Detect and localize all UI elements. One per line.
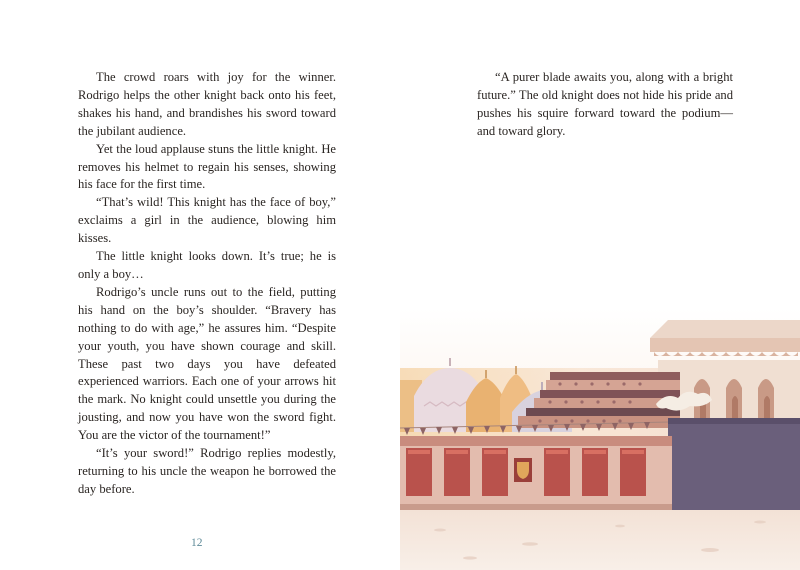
paragraph: Yet the loud applause stuns the little knight. He removes his helmet to regain his senses, showing his face for the first time. [78, 141, 336, 192]
tournament-illustration [400, 308, 800, 570]
paragraph: The crowd roars with joy for the winner. Rodrigo helps the other knight back onto his feet, shakes his hand, and brandishes his sword toward the jubilant audience. [78, 70, 336, 138]
paragraph: The little knight looks down. It’s true; he is only a boy… [78, 249, 336, 281]
paragraph: “That’s wild! This knight has the face of boy,” exclaims a girl in the audience, blowing him kisses. [78, 195, 336, 246]
page-number: 12 [191, 537, 203, 549]
tournament-wall [400, 436, 672, 510]
right-page [400, 0, 800, 570]
paragraph: “It’s your sword!” Rodrigo replies modestly, returning to his uncle the weapon he borrowed the day before. [78, 446, 336, 496]
paragraph: Rodrigo’s uncle runs out to the field, putting his hand on the boy’s shoulder. “Bravery has nothing to do with age,” he assures him. “Despite your youth, you have shown courage and skill. These past two days you have defeated experienced warriors. Each one of your arrows hit the mark. No knight could unsettle you during the jousting, and now you have won the sword fight. You are the victor of the tournament!” [78, 284, 336, 443]
tournament-ground [400, 510, 800, 570]
paragraph: “A purer blade awaits you, along with a bright future.” The old knight does not hide his pride and pushes his squire forward toward the podium—and toward glory. [477, 70, 733, 138]
left-page-text [78, 69, 336, 499]
right-page-text [477, 69, 733, 141]
